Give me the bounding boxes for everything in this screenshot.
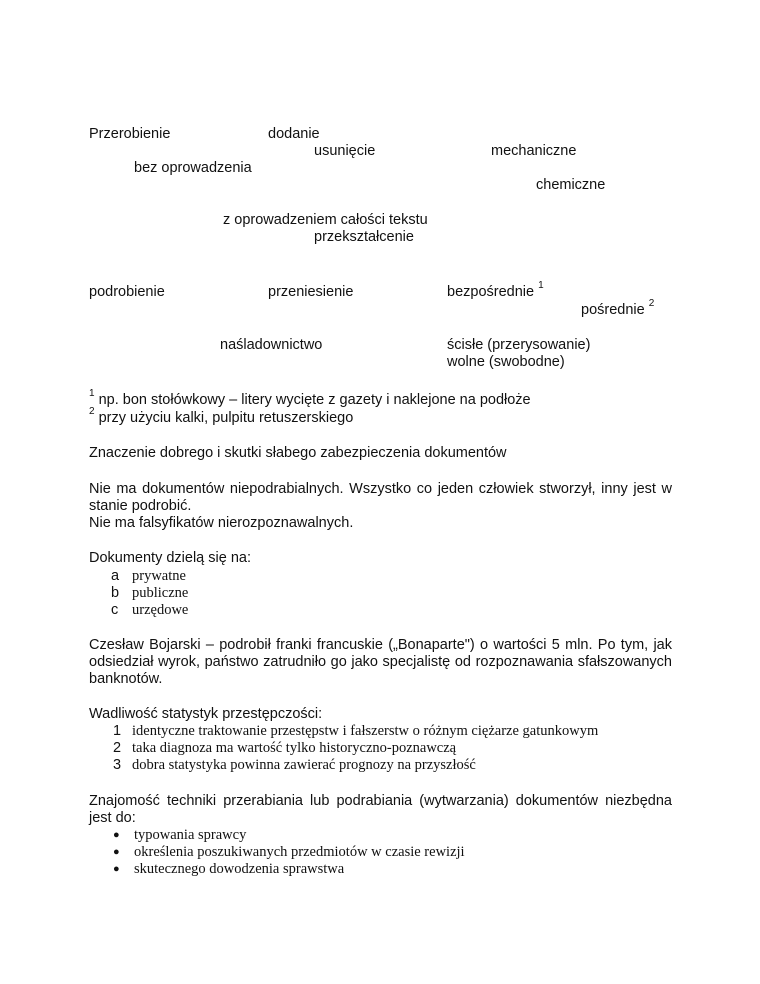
list-marker: 1 bbox=[113, 723, 122, 739]
footnote-2 bbox=[89, 406, 354, 427]
label-chemiczne: chemiczne bbox=[536, 177, 606, 193]
list-marker: a bbox=[111, 568, 120, 584]
label-wolne: wolne (swobodne) bbox=[447, 354, 565, 370]
list-text: prywatne bbox=[132, 568, 186, 584]
footnote-ref-1: 1 bbox=[538, 280, 544, 292]
list-text: określenia poszukiwanych przedmiotów w czasie rewizji bbox=[134, 844, 465, 860]
footnote-text: np. bon stołówkowy – litery wycięte z gazety i naklejone na podłoże bbox=[98, 392, 531, 408]
section-heading: Znaczenie dobrego i skutki słabego zabezpieczenia dokumentów bbox=[89, 445, 507, 461]
statystyki-intro: Wadliwość statystyk przestępczości: bbox=[89, 706, 323, 722]
footnote-text: przy użyciu kalki, pulpitu retuszerskiego bbox=[98, 410, 354, 426]
znajomosc-intro: Znajomość techniki przerabiania lub podrabiania (wytwarzania) dokumentów niezbędna jest do: bbox=[89, 793, 672, 826]
bullet-icon: ● bbox=[113, 829, 120, 841]
footnote-ref-2: 2 bbox=[648, 298, 655, 310]
footnote-num: 2 bbox=[89, 406, 95, 418]
list-marker: c bbox=[111, 602, 119, 618]
paragraph-line: Nie ma dokumentów niepodrabialnych. Wszystko co jeden człowiek stworzył, inny jest w stanie podrobić. bbox=[89, 481, 672, 514]
label-przeniesienie: przeniesienie bbox=[268, 284, 354, 300]
label-z-oprowadzeniem: z oprowadzeniem całości tekstu bbox=[223, 212, 428, 228]
paragraph-line: Nie ma falsyfikatów nierozpoznawalnych. bbox=[89, 515, 354, 531]
bullet-icon: ● bbox=[113, 846, 120, 858]
label-usuniecie: usunięcie bbox=[314, 143, 376, 159]
label-bez-oprowadzenia: bez oprowadzenia bbox=[134, 160, 252, 176]
label-scisle: ścisłe (przerysowanie) bbox=[447, 337, 591, 353]
label-posrednie: pośrednie $^2$ bbox=[581, 298, 655, 318]
bullet-icon: ● bbox=[113, 863, 120, 875]
list-marker: 3 bbox=[113, 757, 122, 773]
list-marker: b bbox=[111, 585, 120, 601]
list-marker: 2 bbox=[113, 740, 122, 756]
label-mechaniczne: mechaniczne bbox=[491, 143, 577, 159]
list-text: urzędowe bbox=[132, 602, 189, 618]
label-dodanie: dodanie bbox=[268, 126, 320, 142]
list-text: identyczne traktowanie przestępstw i fałszerstw o różnym ciężarze gatunkowym bbox=[132, 723, 599, 739]
label-bezposrednie: bezpośrednie $^1$ bbox=[447, 280, 544, 300]
list-text: skutecznego dowodzenia sprawstwa bbox=[134, 861, 345, 877]
list-text: typowania sprawcy bbox=[134, 827, 247, 843]
label-przerobienie: Przerobienie bbox=[89, 126, 171, 142]
label-przeksztalcenie: przekształcenie bbox=[314, 229, 414, 245]
footnote-1 bbox=[89, 388, 531, 409]
list-text: taka diagnoza ma wartość tylko historyczno-poznawczą bbox=[132, 740, 457, 756]
paragraph-bojarski: Czesław Bojarski – podrobił franki francuskie („Bonaparte") o wartości 5 mln. Po tym, jak odsiedział wyrok, państwo zatrudniło go jako specjalistę od rozpoznawania sfałszowanych banknotów. bbox=[89, 637, 672, 687]
label-podrobienie: podrobienie bbox=[89, 284, 165, 300]
label-nasladownictwo: naśladownictwo bbox=[220, 337, 323, 353]
list-text: publiczne bbox=[132, 585, 189, 601]
list-text: dobra statystyka powinna zawierać prognozy na przyszłość bbox=[132, 757, 476, 773]
footnote-num: 1 bbox=[89, 388, 95, 400]
paragraph-niepodrabialne bbox=[89, 481, 672, 532]
documents-intro: Dokumenty dzielą się na: bbox=[89, 550, 251, 566]
